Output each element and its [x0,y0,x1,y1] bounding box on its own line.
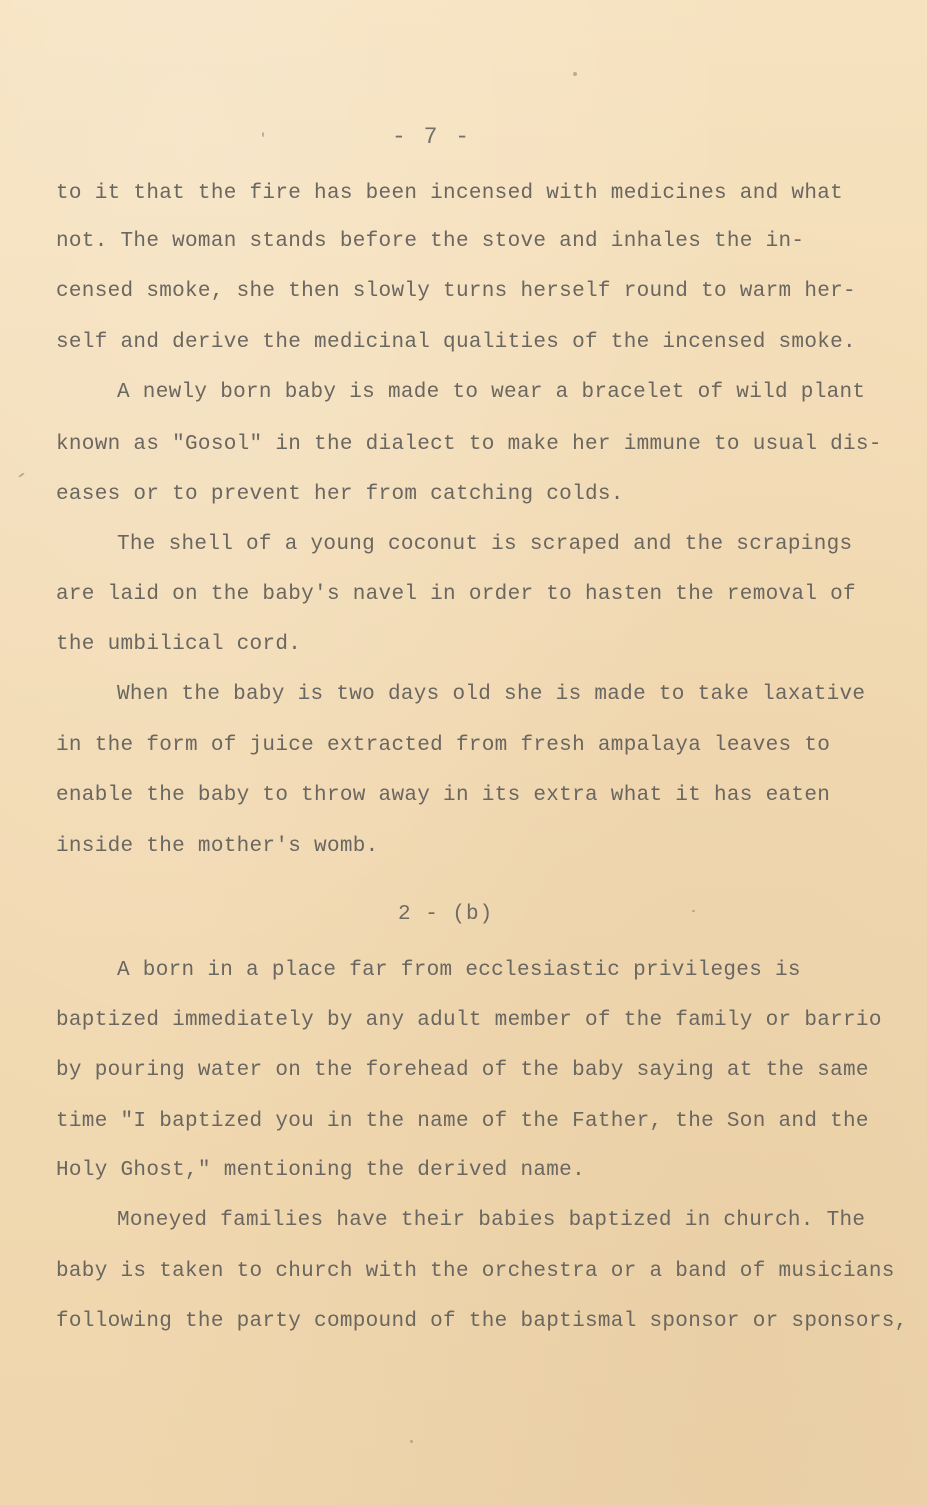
text-line: enable the baby to throw away in its extra what it has eaten [56,784,831,807]
text-line: by pouring water on the forehead of the baby saying at the same [56,1059,869,1082]
text-line: Holy Ghost," mentioning the derived name. [56,1159,585,1182]
text-line: censed smoke, she then slowly turns herself round to warm her- [56,280,856,303]
paper-speck [262,132,264,137]
text-line: self and derive the medicinal qualities of the incensed smoke. [56,331,856,354]
text-line: Moneyed families have their babies baptized in church. The [117,1209,866,1232]
text-line: A born in a place far from ecclesiastic privileges is [117,959,801,982]
text-line: When the baby is two days old she is made to take laxative [117,683,866,706]
text-line: baby is taken to church with the orchestra or a band of musicians [56,1260,895,1283]
text-line: known as "Gosol" in the dialect to make her immune to usual dis- [56,433,882,456]
paper-speck [410,1440,413,1443]
text-line: are laid on the baby's navel in order to hasten the removal of [56,583,856,606]
paper-speck [18,472,25,478]
text-line: to it that the fire has been incensed with medicines and what [56,182,844,205]
text-line: not. The woman stands before the stove and inhales the in- [56,230,805,253]
text-line: the umbilical cord. [56,633,302,656]
section-heading: 2 - (b) [398,903,494,926]
page-number: - 7 - [392,124,472,150]
text-line: The shell of a young coconut is scraped and the scrapings [117,533,853,556]
text-line: following the party compound of the baptismal sponsor or sponsors, [56,1310,908,1333]
text-line: A newly born baby is made to wear a bracelet of wild plant [117,381,866,404]
paper-speck [573,72,577,76]
text-line: in the form of juice extracted from fresh ampalaya leaves to [56,734,831,757]
text-line: time "I baptized you in the name of the Father, the Son and the [56,1110,869,1133]
text-line: inside the mother's womb. [56,835,379,858]
paper-speck [692,910,695,912]
text-line: baptized immediately by any adult member of the family or barrio [56,1009,882,1032]
text-line: eases or to prevent her from catching colds. [56,483,624,506]
